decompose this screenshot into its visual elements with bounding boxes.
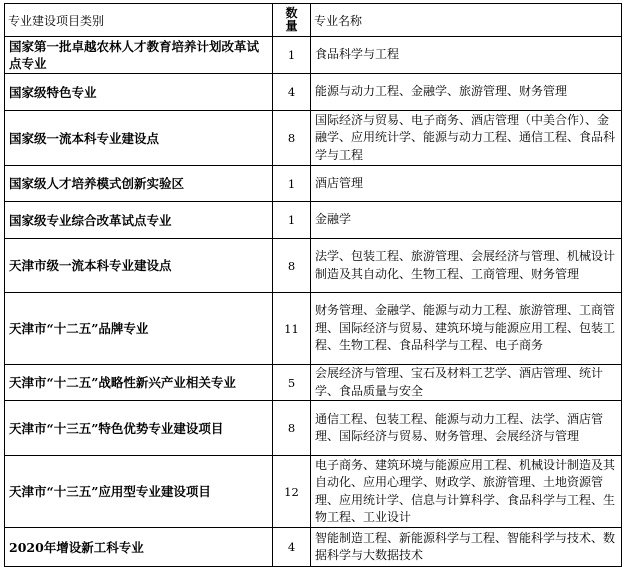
header-count	[273, 4, 311, 37]
table-row	[5, 528, 622, 567]
table-row	[5, 365, 622, 401]
majors-cell: 会展经济与管理、宝石及材料工艺学、酒店管理、统计学、食品质量与安全	[311, 365, 622, 401]
category-cell: 天津市“十二五”战略性新兴产业相关专业	[5, 365, 273, 401]
count-cell: 11	[273, 293, 311, 365]
category-cell: 国家级一流本科专业建设点	[5, 111, 273, 166]
table-row	[5, 401, 622, 456]
table-row	[5, 239, 622, 293]
count-cell: 8	[273, 401, 311, 456]
majors-cell: 通信工程、包装工程、能源与动力工程、法学、酒店管理、国际经济与贸易、财务管理、会展经济与管理	[311, 401, 622, 456]
majors-cell: 食品科学与工程	[311, 37, 622, 74]
table-row	[5, 37, 622, 74]
table-row	[5, 111, 622, 166]
count-cell: 4	[273, 528, 311, 567]
header-count-label: 数量	[285, 6, 298, 33]
category-cell: 天津市“十三五”应用型专业建设项目	[5, 456, 273, 528]
count-cell: 1	[273, 37, 311, 74]
count-cell: 12	[273, 456, 311, 528]
table-row	[5, 74, 622, 111]
table-row	[5, 202, 622, 239]
count-cell: 1	[273, 166, 311, 202]
majors-cell: 国际经济与贸易、电子商务、酒店管理（中美合作）、金融学、应用统计学、能源与动力工程、通信工程、食品科学与工程	[311, 111, 622, 166]
category-cell: 天津市“十三五”特色优势专业建设项目	[5, 401, 273, 456]
count-cell: 8	[273, 111, 311, 166]
category-cell: 天津市级一流本科专业建设点	[5, 239, 273, 293]
category-cell: 国家级人才培养模式创新实验区	[5, 166, 273, 202]
majors-cell: 电子商务、建筑环境与能源应用工程、机械设计制造及其自动化、应用心理学、财政学、旅游管理、土地资源管理、应用统计学、信息与计算科学、食品科学与工程、生物工程、工业设计	[311, 456, 622, 528]
category-cell: 天津市“十二五”品牌专业	[5, 293, 273, 365]
header-row	[5, 4, 622, 37]
category-cell: 国家第一批卓越农林人才教育培养计划改革试点专业	[5, 37, 273, 74]
table-row	[5, 166, 622, 202]
count-cell: 8	[273, 239, 311, 293]
table-row	[5, 456, 622, 528]
header-majors: 专业名称	[311, 4, 622, 37]
majors-cell: 金融学	[311, 202, 622, 239]
majors-cell: 财务管理、金融学、能源与动力工程、旅游管理、工商管理、国际经济与贸易、建筑环境与能源应用工程、包装工程、生物工程、食品科学与工程、电子商务	[311, 293, 622, 365]
category-cell: 国家级特色专业	[5, 74, 273, 111]
table-row	[5, 293, 622, 365]
count-cell: 5	[273, 365, 311, 401]
count-cell: 1	[273, 202, 311, 239]
majors-cell: 法学、包装工程、旅游管理、会展经济与管理、机械设计制造及其自动化、生物工程、工商管理、财务管理	[311, 239, 622, 293]
majors-cell: 智能制造工程、新能源科学与工程、智能科学与技术、数据科学与大数据技术	[311, 528, 622, 567]
majors-cell: 能源与动力工程、金融学、旅游管理、财务管理	[311, 74, 622, 111]
count-cell: 4	[273, 74, 311, 111]
header-category: 专业建设项目类别	[5, 4, 273, 37]
majors-table	[4, 3, 622, 567]
category-cell: 国家级专业综合改革试点专业	[5, 202, 273, 239]
category-cell: 2020年增设新工科专业	[5, 528, 273, 567]
majors-cell: 酒店管理	[311, 166, 622, 202]
